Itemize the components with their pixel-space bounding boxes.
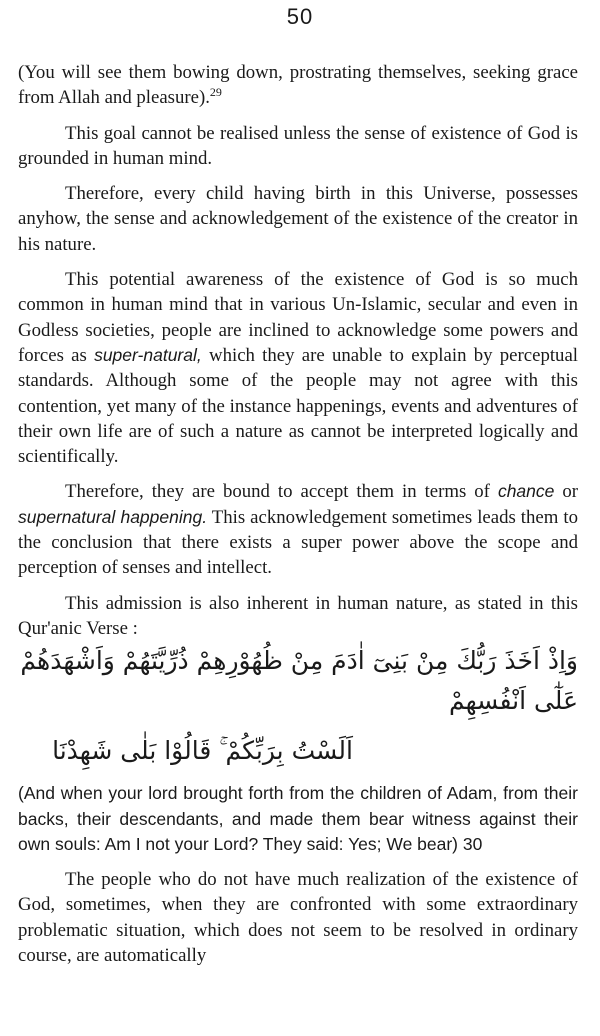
page-number: 50 <box>286 4 314 29</box>
paragraph-quote-translation <box>18 60 578 111</box>
paragraph: This admission is also inherent in human nature, as stated in this Qur'anic Verse : <box>18 592 578 639</box>
paragraph-text: or <box>554 481 579 503</box>
arabic-verse-line-2: اَلَسْتُ بِرَبِّكُمْ ۚ قَالُوْا بَلٰى شَهِدْنَا <box>52 736 353 766</box>
paragraph: The people who do not have much realization of the existence of God, sometimes, when they are confronted with some extraordinary problematic situation, which does not seem to be resolved in ordinary course, are automatically <box>18 869 578 967</box>
paragraph: Therefore, every child having birth in this Universe, possesses anyhow, the sense and acknowledgement of the existence of the creator in his nature. <box>18 183 578 255</box>
emphasis-text: supernatural happening. <box>18 506 208 527</box>
paragraph-text: (You will see them bowing down, prostrating themselves, seeking grace from Allah and pleasure). <box>18 62 578 109</box>
paragraph <box>18 479 578 580</box>
page-body <box>18 60 578 978</box>
paragraph-text: This potential awareness of the existence of God is so much common in human mind that in various Un-Islamic, secular and even in Godless societies, people are inclined to acknowledge some powers and forces as <box>18 269 578 366</box>
footnote-ref: 29 <box>209 85 222 100</box>
emphasis-text: chance <box>497 481 555 502</box>
paragraph-text: This acknowledgement sometimes leads them to the conclusion that there exists a super power above the scope and perception of senses and intellect. <box>18 506 578 579</box>
paragraph-text: Therefore, they are bound to accept them in terms of <box>65 481 498 503</box>
paragraph-text: which they are unable to explain by perceptual standards. Although some of the people may not agree with this contention, yet many of the instance happenings, events and adventures of their own life are of such a nature as cannot be interpreted logically and scientifically. <box>18 344 578 468</box>
verse-translation: (And when your lord brought forth from the children of Adam, from their backs, their descendants, and made them bear witness against their own souls: Am I not your Lord? They said: Yes; We bear) 30 <box>18 783 578 854</box>
emphasis-text: super-natural, <box>94 344 202 365</box>
paragraph: This goal cannot be realised unless the sense of existence of God is grounded in human mind. <box>18 122 578 169</box>
paragraph <box>18 267 578 469</box>
arabic-verse-line-1: وَاِذْ اَخَذَ رَبُّكَ مِنْ بَنِىٓ اٰدَمَ مِنْ ظُهُوْرِهِمْ ذُرِّيَّتَهُمْ وَاَشْهَدَهُمْ عَلٰٓى اَنْفُسِهِمْ <box>20 646 578 716</box>
